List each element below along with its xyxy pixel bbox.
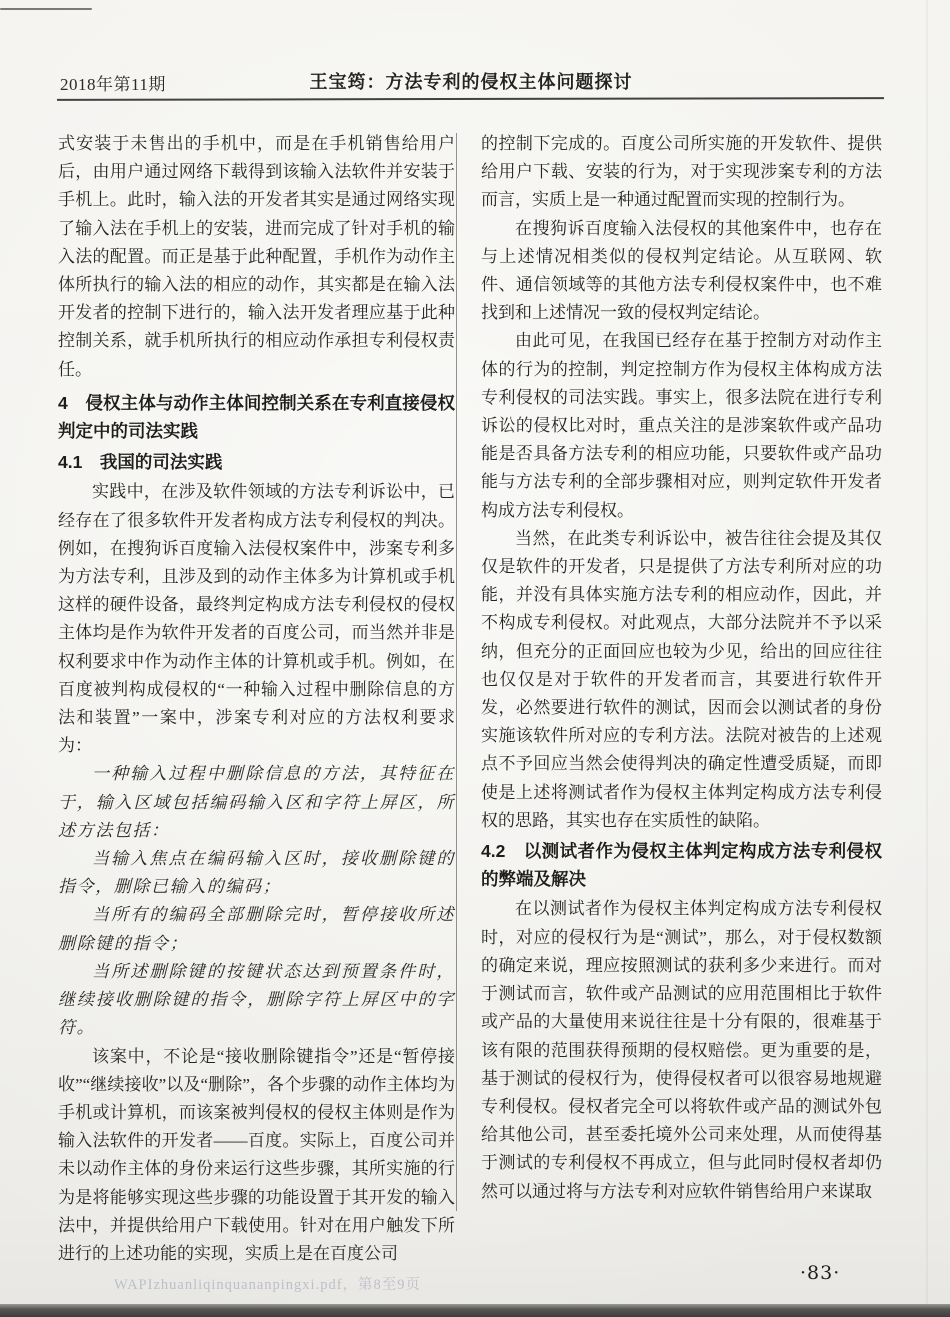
running-title: 王宝筠：方法专利的侵权主体问题探讨 (309, 72, 633, 92)
claim-text: 当所有的编码全部删除完时，暂停接收所述删除键的指令； (58, 905, 455, 953)
scan-artifact-top-mark (0, 8, 92, 10)
left-column (58, 130, 455, 1299)
section-heading-4-1: 4.1 我国的司法实践 (58, 452, 223, 473)
paragraph: 当然，在此类专利诉讼中，被告往往会提及其仅仅是软件的开发者，只是提供了方法专利所对应的功能，并没有具体实施方法专利的相应动作，因此，并不构成专利侵权。对此观点，大部分法院并不予以采纳，但充分的正面回应也较为少见，给出的回应往往也仅仅是对于软件的开发者而言，其要进行软件开发，必然要进行软件的测试，因而会以测试者的身份实施该软件所对应的专利方法。法院对被告的上述观点不予回应当然会使得判决的确定性遭受质疑，而即使是上述将测试者作为侵权主体判定构成方法专利侵权的思路，其实也存在实质性的缺陷。 (481, 528, 882, 830)
paragraph: 由此可见，在我国已经存在基于控制方对动作主体的行为的控制，判定控制方作为侵权主体构成方法专利侵权的司法实践。事实上，很多法院在进行专利诉讼的侵权比对时，重点关注的是涉案软件或产品功能是否具备方法专利的相应功能，只要软件或产品功能与方法专利的全部步骤相对应，则判定软件开发者构成方法专利侵权。 (481, 331, 882, 520)
scan-artifact-right-seam (926, 0, 928, 1317)
header-rule (57, 97, 884, 101)
section-heading-4: 4 侵权主体与动作主体间控制关系在专利直接侵权判定中的司法实践 (58, 392, 455, 442)
page-number: ·83· (800, 1262, 841, 1284)
claim-text: 一种输入过程中删除信息的方法，其特征在于，输入区域包括编码输入区和字符上屏区，所述方法包括： (58, 764, 455, 840)
paragraph: 实践中，在涉及软件领域的方法专利诉讼中，已经存在了很多软件开发者构成方法专利侵权的判决。例如，在搜狗诉百度输入法侵权案件中，涉案专利多为方法专利，且涉及到的动作主体多为计算机或手机这样的硬件设备，最终判定构成方法专利侵权的侵权主体均是作为软件开发者的百度公司，而当然并非是权利要求中作为动作主体的计算机或手机。例如，在百度被判构成侵权的“一种输入过程中删除信息的方法和装置”一案中，涉案专利对应的方法权利要求为： (58, 482, 455, 756)
journal-issue: 2018年第11期 (60, 75, 166, 94)
claim-text: 当输入焦点在编码输入区时，接收删除键的指令，删除已输入的编码； (58, 849, 455, 897)
right-column (481, 130, 882, 1206)
paragraph-continuation: 式安装于未售出的手机中，而是在手机销售给用户后，由用户通过网络下载得到该输入法软件并安装于手机上。此时，输入法的开发者其实是通过网络实现了输入法在手机上的安装，进而完成了针对手机的输入法的配置。而正是基于此种配置，手机作为动作主体所执行的输入法的相应的动作，其实都是在输入法开发者的控制下进行的，输入法开发者理应基于此种控制关系，就手机所执行的相应动作承担专利侵权责任。 (58, 134, 455, 379)
bleed-through-text: WAPIzhuanliqinquananpingxi.pdf，第8至9页 (114, 1277, 422, 1294)
column-divider (456, 133, 457, 1211)
scan-artifact-bottom-band (0, 1304, 950, 1317)
paragraph-continuation: 的控制下完成的。百度公司所实施的开发软件、提供给用户下载、安装的行为，对于实现涉案专利的方法而言，实质上是一种通过配置而实现的控制行为。 (481, 134, 882, 210)
claim-text: 当所述删除键的按键状态达到预置条件时，继续接收删除键的指令，删除字符上屏区中的字符。 (58, 961, 455, 1038)
paragraph: 该案中，不论是“接收删除键指令”还是“暂停接收”“继续接收”以及“删除”，各个步骤的动作主体均为手机或计算机，而该案被判侵权的侵权主体则是作为输入法软件的开发者——百度。实际上，百度公司并未以动作主体的身份来运行这些步骤，其所实施的行为是将能够实现这些步骤的功能设置于其开发的输入法中，并提供给用户下载使用。针对在用户触发下所进行的上述功能的实现，实质上是在百度公司 (58, 1046, 455, 1263)
section-heading-4-2: 4.2 以测试者作为侵权主体判定构成方法专利侵权的弊端及解决 (481, 841, 882, 890)
paragraph: 在以测试者作为侵权主体判定构成方法专利侵权时，对应的侵权行为是“测试”，那么，对于侵权数额的确定来说，理应按照测试的获利多少来进行。而对于测试而言，软件或产品测试的应用范围相比于软件或产品的大量使用来说往往是十分有限的，很难基于该有限的范围获得预期的侵权赔偿。更为重要的是，基于测试的侵权行为，使得侵权者可以很容易地规避专利侵权。侵权者完全可以将软件或产品的测试外包给其他公司，甚至委托境外公司来处理，从而使得基于测试的专利侵权不再成立，但与此同时侵权者却仍然可以通过将与方法专利对应软件销售给用户来谋取 (481, 899, 882, 1201)
paragraph: 在搜狗诉百度输入法侵权的其他案件中，也存在与上述情况相类似的侵权判定结论。从互联网、软件、通信领域等的其他方法专利侵权案件中，也不难找到和上述情况一致的侵权判定结论。 (481, 218, 882, 323)
